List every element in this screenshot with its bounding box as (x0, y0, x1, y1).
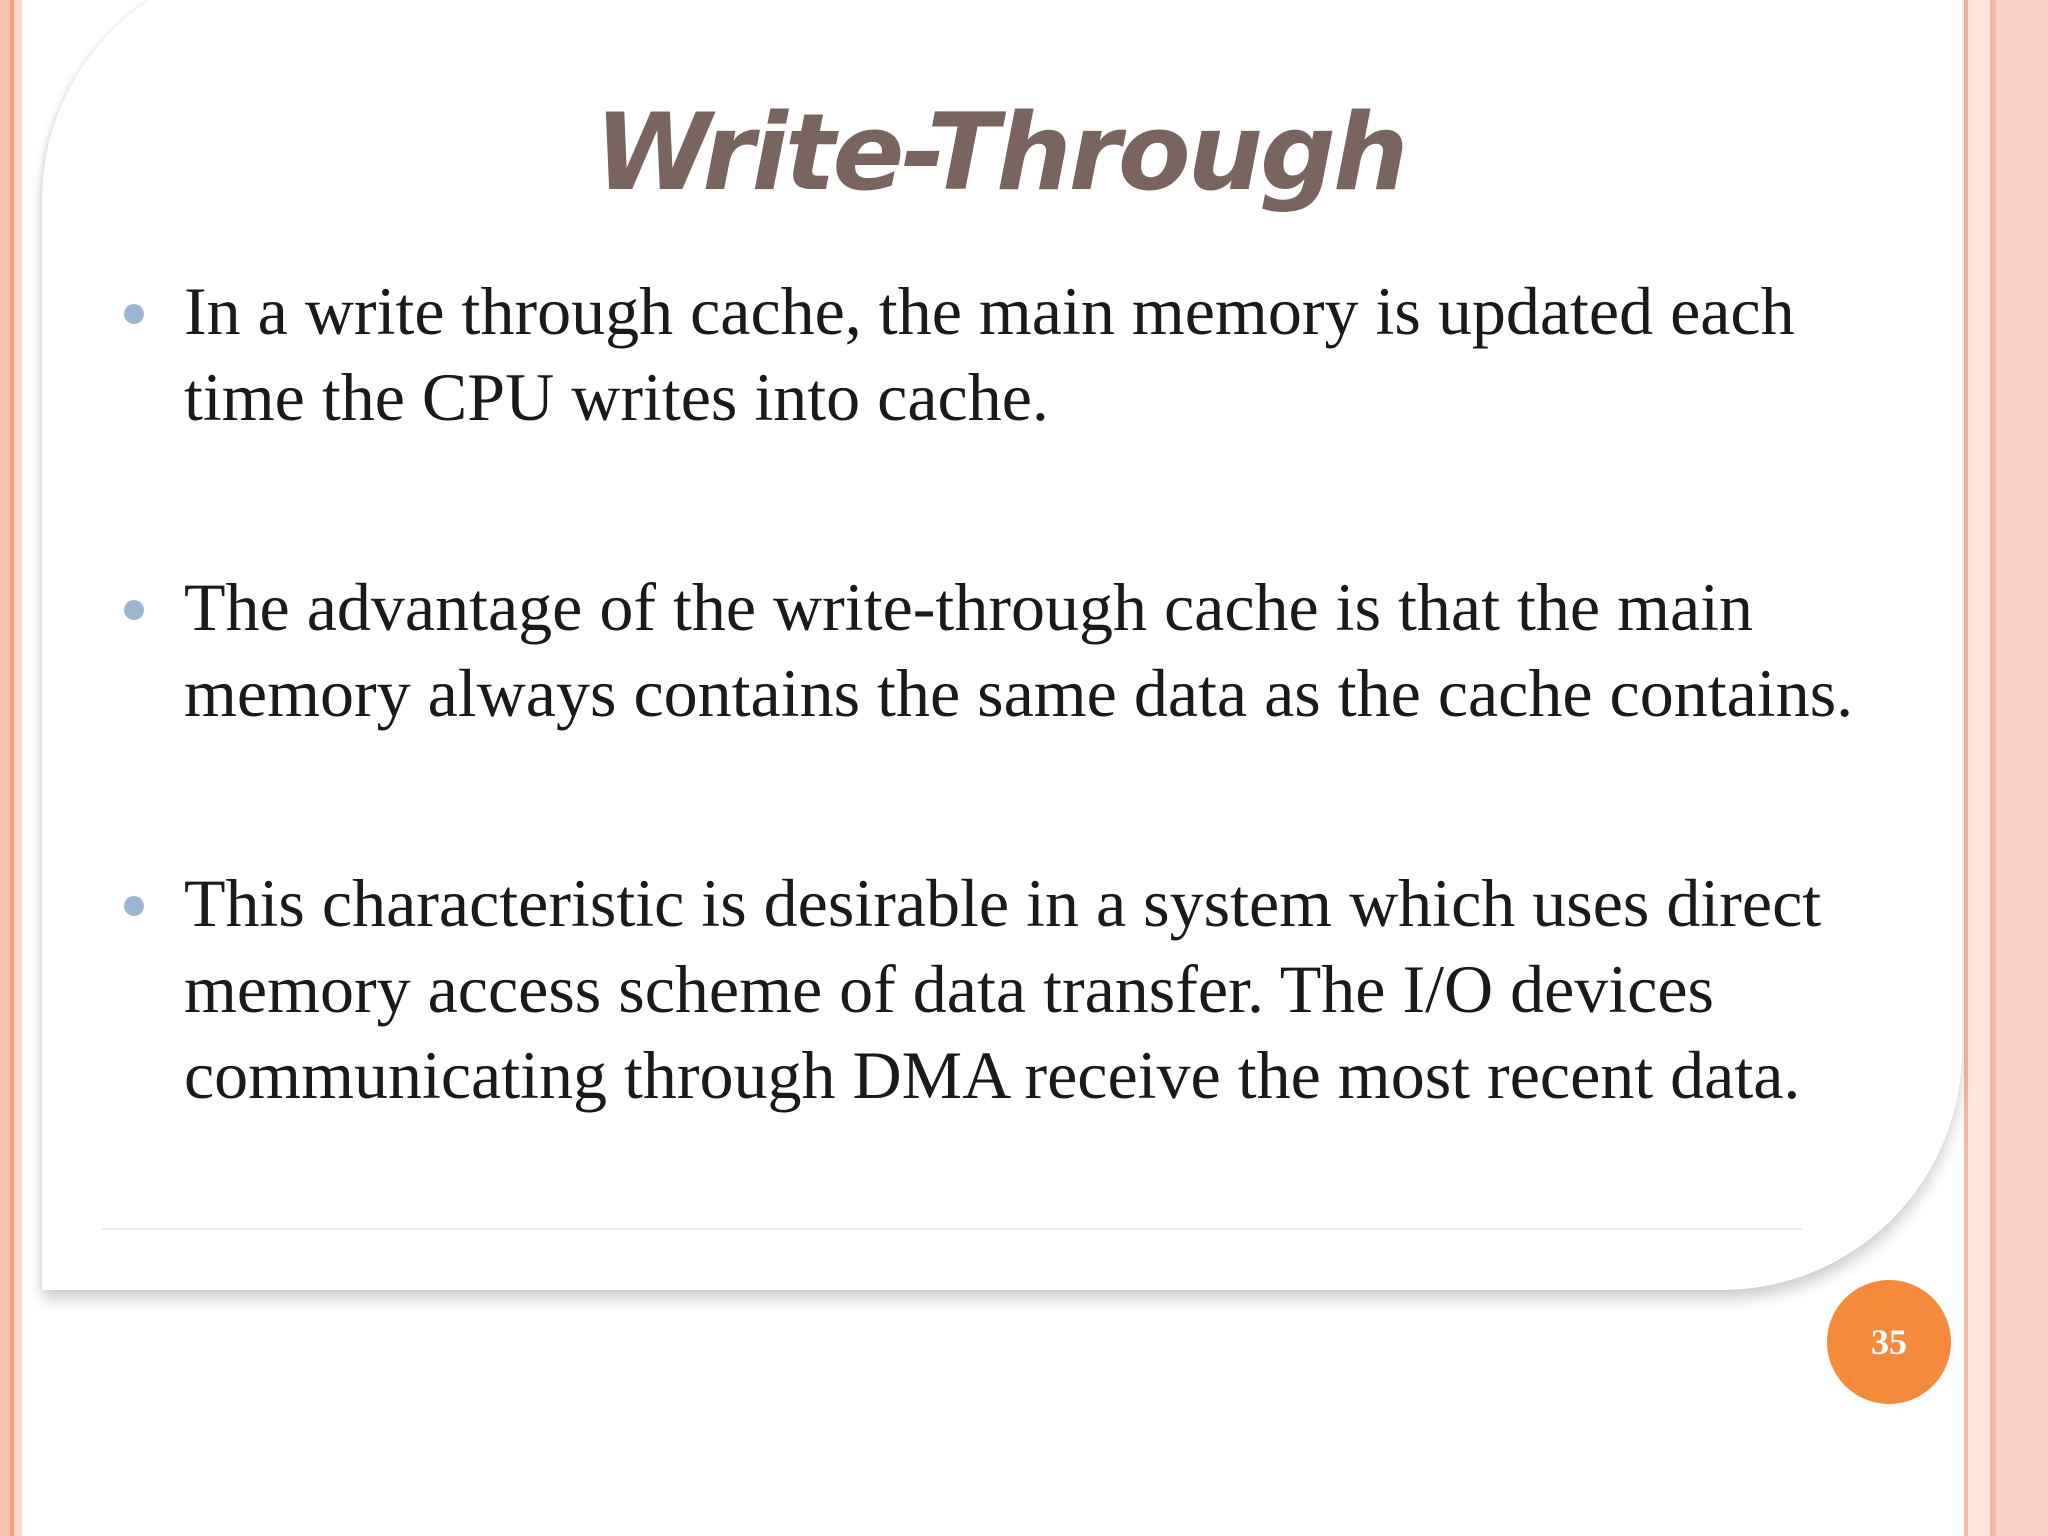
bullet-text: This characteristic is desirable in a system which uses direct memory access scheme of data transfer. The I/O devices communicating through DMA receive the most recent data. (184, 865, 1822, 1113)
right-border-decoration (1960, 0, 2048, 1536)
bullet-text: In a write through cache, the main memory is updated each time the CPU writes into cache. (184, 273, 1795, 435)
left-border-decoration (0, 0, 22, 1536)
bullet-item (120, 268, 1880, 440)
slide-title: Write-Through (594, 91, 1406, 214)
page-number-badge: 35 (1827, 1280, 1951, 1404)
bullet-text: The advantage of the write-through cache is that the main memory always contains the same data as the cache contains. (184, 569, 1854, 731)
bullet-list (120, 268, 1880, 1242)
bullet-dot-icon (124, 600, 144, 620)
bullet-item (120, 564, 1880, 736)
bullet-dot-icon (124, 896, 144, 916)
bullet-dot-icon (124, 304, 144, 324)
bullet-item (120, 860, 1880, 1118)
